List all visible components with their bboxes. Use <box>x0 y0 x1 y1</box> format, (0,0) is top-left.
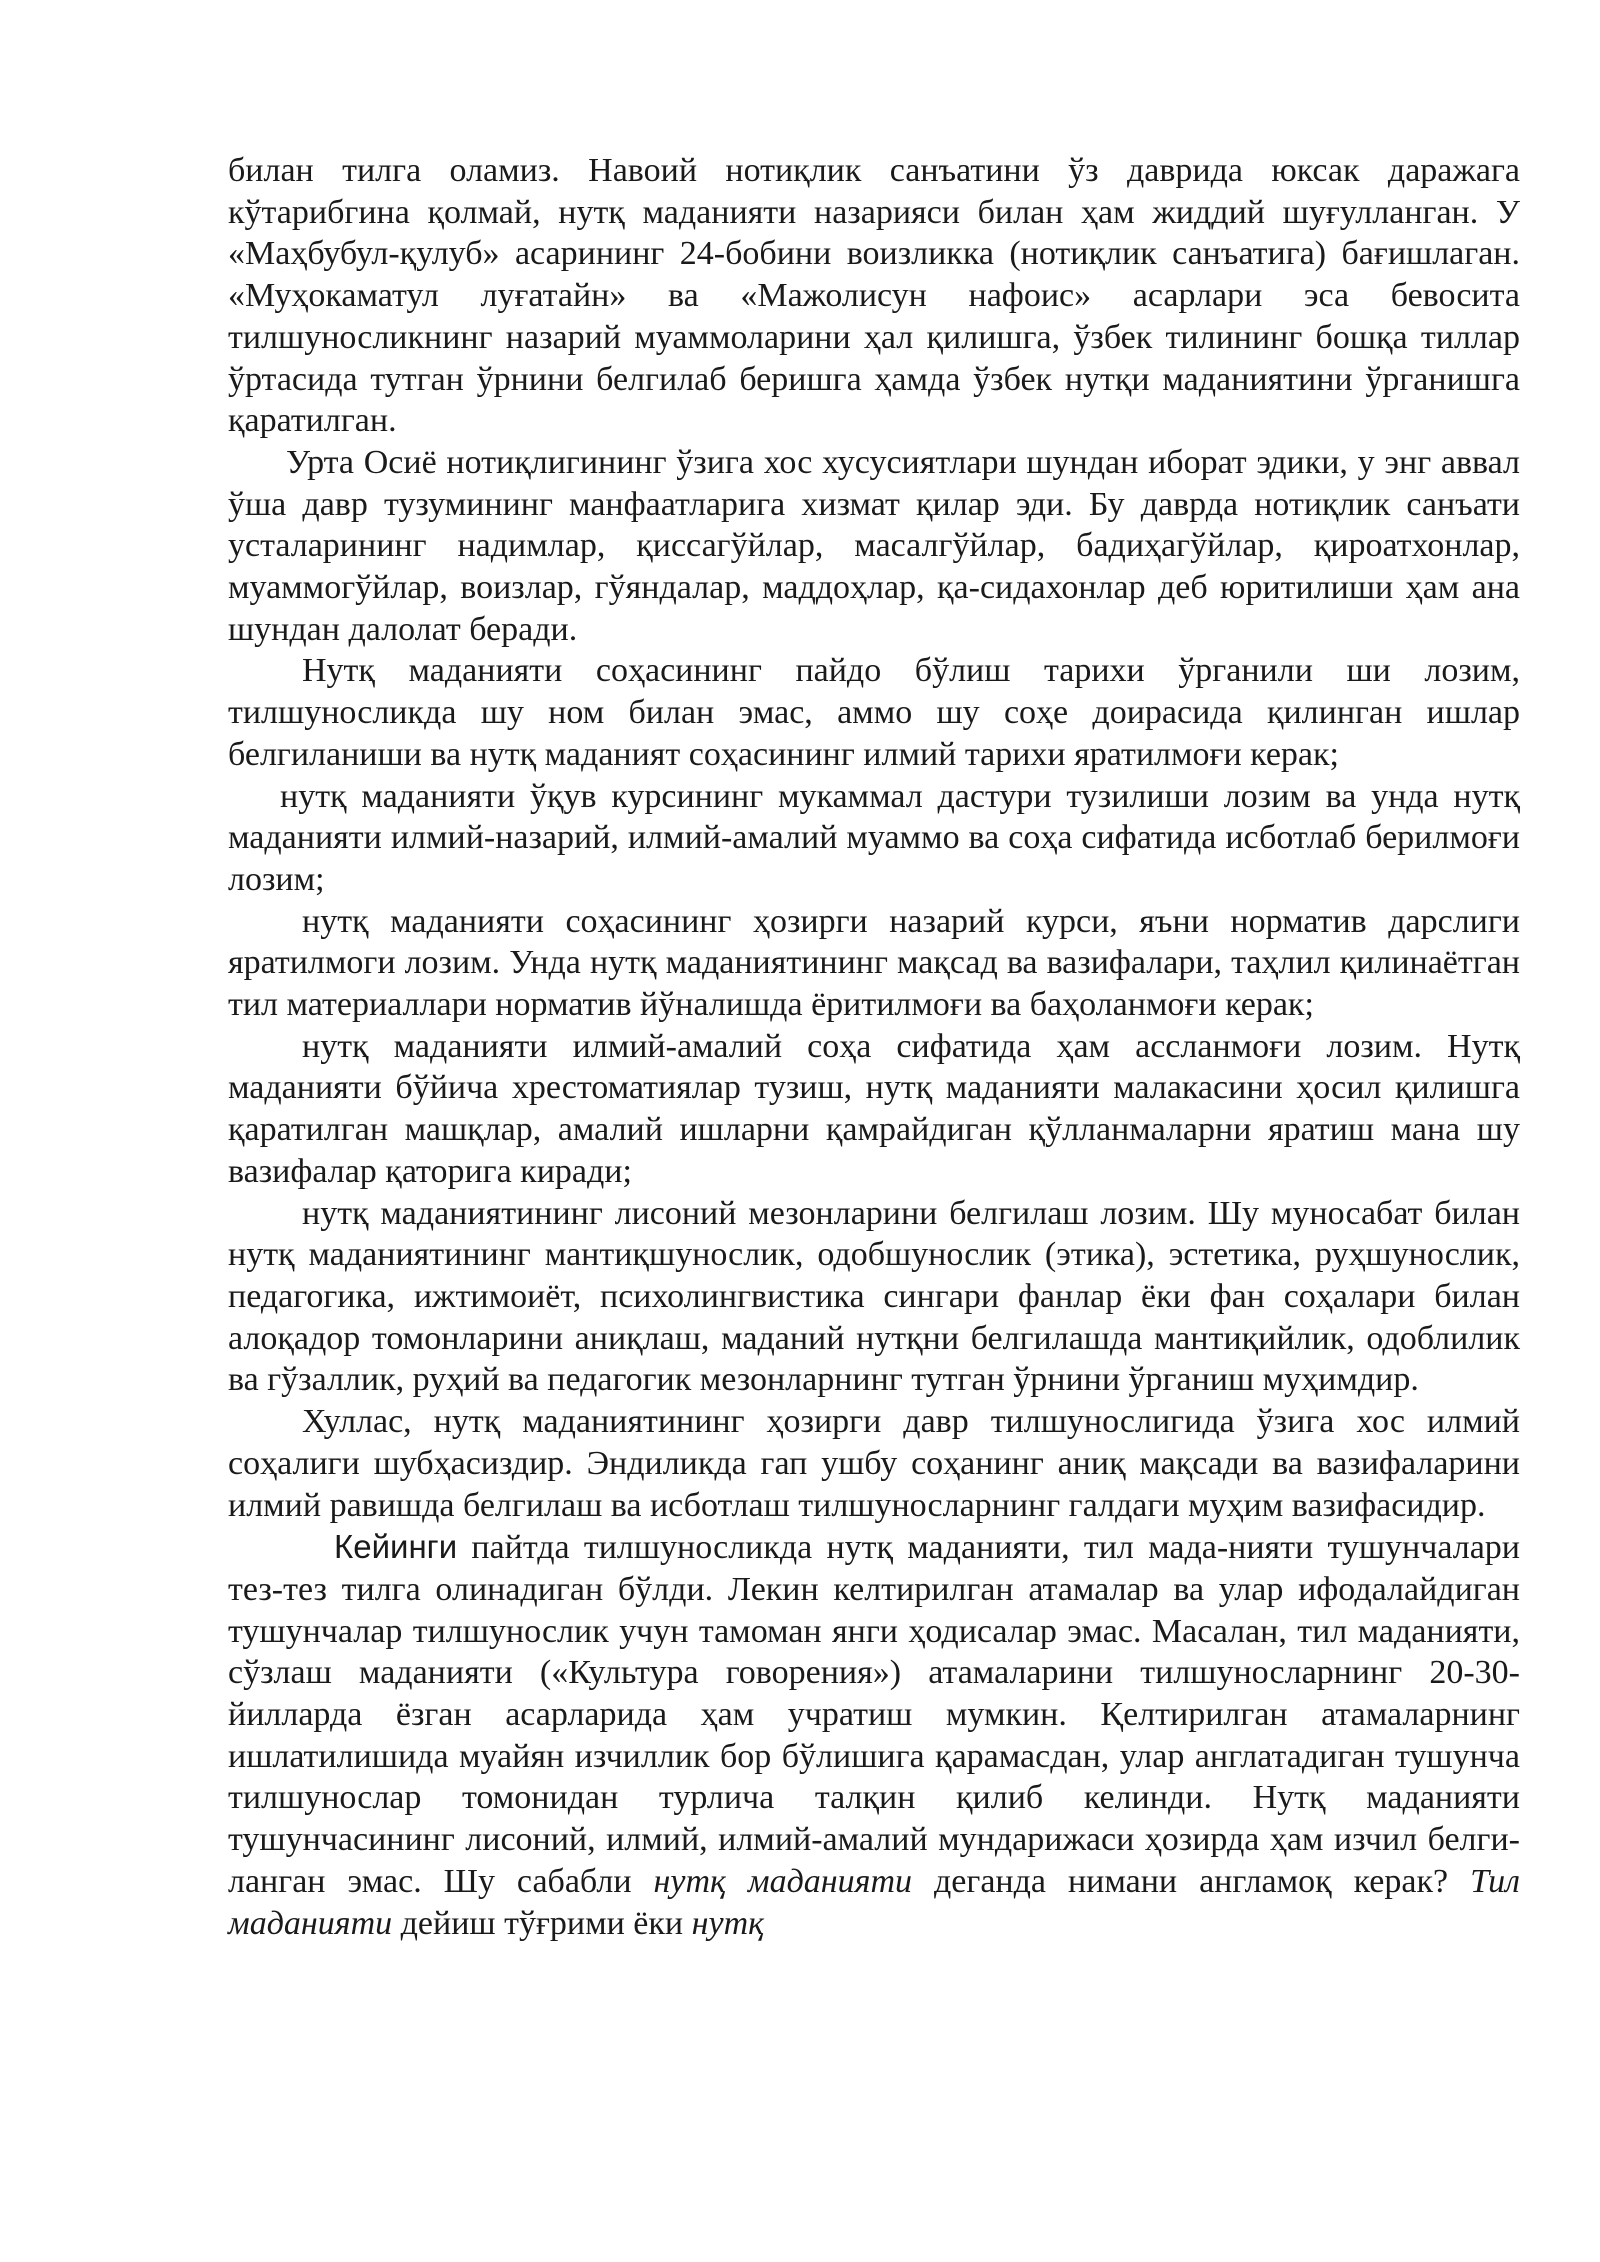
paragraph-6: нутқ маданияти илмий-амалий соҳа сифатида ҳам ассланмоғи лозим. Нутқ маданияти бўйича хрестоматиялар тузиш, нутқ маданияти малакасини ҳосил қилишга қаратилган машқлар, амалий ишларни қамрайдиган қўлланмаларни яратиш мана шу вазифалар қаторига киради; <box>228 1027 1520 1190</box>
paragraph-9-mid: деганда нимани англамоқ керак? <box>912 1862 1471 1900</box>
paragraph-9-tail: дейиш тўғрими ёки <box>392 1904 692 1942</box>
paragraph-5: нутқ маданияти соҳасининг ҳозирги назарий курси, яъни норматив дарслиги яратилмоги лозим. Унда нутқ маданиятининг мақсад ва вазифалари, таҳлил қилинаётган тил материаллари норматив йўналишда ёритилмоғи ва баҳоланмоғи керак; <box>228 902 1520 1024</box>
paragraph-9-italic-3: нутқ <box>691 1904 765 1942</box>
paragraph-9-italic-2: Тил маданияти <box>228 1862 1520 1942</box>
paragraph-8: Хуллас, нутқ маданиятининг ҳозирги давр тилшунослигида ўзига хос илмий соҳалиги шубҳасиздир. Эндиликда гап ушбу соҳанинг аниқ мақсади ва вазифаларини илмий равишда белгилаш ва исботлаш тилшуносларнинг галдаги муҳим вазифасидир. <box>228 1403 1520 1524</box>
paragraph-9-italic-1: нутқ маданияти <box>653 1862 913 1900</box>
paragraph-1: билан тилга оламиз. Навоий нотиқлик санъатини ўз даврида юксак даражага кўтарибгина қолмай, нутқ маданияти назарияси билан ҳам жиддий шуғулланган. У «Маҳбубул-қулуб» асарининг 24-бобини воизликка (нотиқлик санъатига) бағишлаган. «Муҳокаматул луғатайн» ва «Мажолисун нафоис» асарлари эса бевосита тилшуносликнинг назарий муаммоларини ҳал қилишга, ўзбек тилининг бошқа тиллар ўртасида тутган ўрнини белгилаб беришга ҳамда ўзбек нутқи маданиятини ўрганишга қаратилган. <box>228 152 1520 440</box>
paragraph-9-body: пайтда тилшуносликда нутқ маданияти, тил мада-нияти тушунчалари тез-тез тилга олинадиган бўлди. Лекин келтирилган атамалар ва улар ифодалайдиган тушунчалар тилшунослик учун тамоман янги ҳодисалар эмас. Масалан, тил маданияти, сўзлаш маданияти («Культура говорения») атамаларини тилшуносларнинг 20-30-йилларда ёзган асарларида ҳам учратиш мумкин. Қелтирилган атамаларнинг ишлатилишида муайян изчиллик бор бўлишига қарамасдан, улар англатадиган тушунча тилшунослар томонидан турлича талқин қилиб келинди. Нутқ маданияти тушунчасининг лисоний, илмий, илмий-амалий мундарижаси ҳозирда ҳам изчил белги-ланган эмас. Шу сабабли <box>228 1529 1520 1900</box>
paragraph-3: Нутқ маданияти соҳасининг пайдо бўлиш тарихи ўрганили ши лозим, тилшуносликда шу ном билан эмас, аммо шу соҳе доирасида қилинган ишлар белгиланиши ва нутқ маданият соҳасининг илмий тарихи яратилмоғи керак; <box>228 652 1520 773</box>
document-page <box>228 150 1520 1944</box>
paragraph-9-lead: Кейинги <box>334 1528 458 1566</box>
paragraph-9 <box>228 1526 1520 1944</box>
paragraph-7: нутқ маданиятининг лисоний мезонларини белгилаш лозим. Шу муносабат билан нутқ маданиятининг мантиқшунослик, одобшунослик (этика), эстетика, руҳшунослик, педагогика, ижтимоиёт, психолингвистика сингари фанлар ёки фан соҳалари билан алоқадор томонларини аниқлаш, маданий нутқни белгилашда мантиқийлик, одоблилик ва гўзаллик, руҳий ва педагогик мезонларнинг тутган ўрнини ўрганиш муҳимдир. <box>228 1194 1520 1399</box>
paragraph-2: Урта Осиё нотиқлигининг ўзига хос хусусиятлари шундан иборат эдики, у энг аввал ўша давр тузумининг манфаатларига хизмат қилар эди. Бу даврда нотиқлик санъати усталарининг надимлар, қиссагўйлар, масалгўйлар, бадиҳагўйлар, қироатхонлар, муаммогўйлар, воизлар, гўяндалар, маддоҳлар, қа-сидахонлар деб юритилиши ҳам ана шундан далолат беради. <box>228 443 1520 648</box>
paragraph-4: нутқ маданияти ўқув курсининг мукаммал дастури тузилиши лозим ва унда нутқ маданияти илмий-назарий, илмий-амалий муаммо ва соҳа сифатида исботлаб берилмоғи лозим; <box>228 777 1520 898</box>
